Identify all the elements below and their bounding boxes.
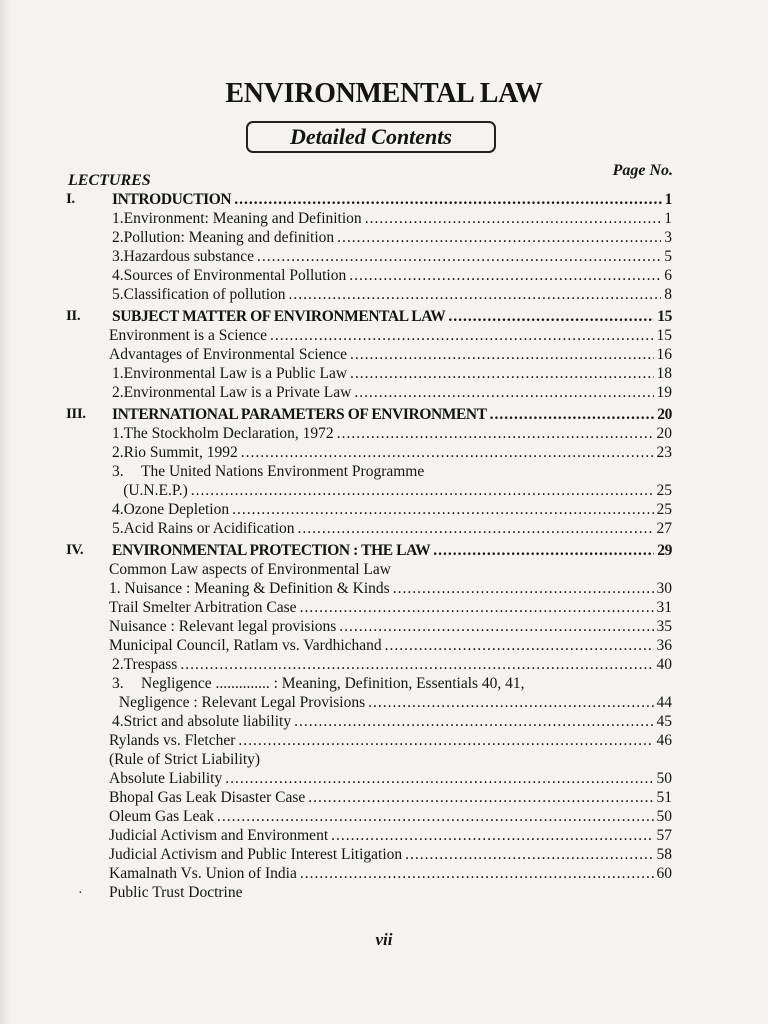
entry-title: Rio Summit, 1992: [123, 444, 238, 461]
toc-entry-row: [109, 750, 260, 769]
dot-leader: [217, 807, 653, 826]
page-number: 23: [656, 444, 672, 461]
page-number: 25: [656, 482, 672, 499]
toc-entry-row: [112, 247, 672, 266]
dot-leader: [191, 481, 654, 500]
dot-leader: [308, 788, 653, 807]
dot-leader: [238, 731, 653, 750]
entry-title: Strict and absolute liability: [123, 713, 292, 730]
toc-chapter-row: [66, 405, 672, 424]
page-number: 51: [656, 789, 672, 806]
dot-leader: [331, 826, 653, 845]
entry-number: 3.: [112, 675, 124, 692]
toc-entry-row: [109, 769, 672, 788]
page-number: 19: [656, 384, 672, 401]
entry-title: Municipal Council, Ratlam vs. Vardhichand: [109, 637, 382, 654]
toc-entry-row: [109, 598, 672, 617]
toc-entry-row: [109, 826, 672, 845]
entry-title: Judicial Activism and Public Interest Litigation: [109, 846, 403, 863]
chapter-numeral: IV.: [66, 542, 84, 558]
toc-entry-row: [109, 845, 672, 864]
page-number: 6: [664, 267, 672, 284]
entry-title: (Rule of Strict Liability): [109, 751, 261, 768]
entry-title: Negligence : Relevant Legal Provisions: [118, 694, 366, 711]
page-number: 15: [656, 327, 672, 344]
dot-leader: [354, 383, 653, 402]
entry-title: Advantages of Environmental Science: [109, 346, 348, 363]
entry-title: Negligence .............. : Meaning, Definition, Essentials 40, 41,: [141, 675, 525, 692]
dot-leader: [349, 266, 661, 285]
toc-entry-row: [109, 864, 672, 883]
entry-title: Trespass: [123, 656, 178, 673]
dot-leader: [448, 307, 654, 326]
toc-entry-row: [109, 326, 672, 345]
toc-entry-row: [109, 807, 672, 826]
toc-entry-row: [109, 788, 672, 807]
toc-entry-row: [112, 462, 424, 481]
page-number: 20: [657, 406, 672, 423]
dot-leader: [257, 247, 661, 266]
dot-leader: [232, 500, 653, 519]
entry-title: Oleum Gas Leak: [109, 808, 215, 825]
toc-entry-row: [112, 383, 672, 402]
toc-entry-row: [109, 617, 672, 636]
chapter-title: ENVIRONMENTAL PROTECTION : THE LAW: [112, 542, 431, 559]
chapter-numeral: I.: [66, 191, 75, 207]
page-number: 27: [656, 520, 672, 537]
entry-title: Public Trust Doctrine: [109, 884, 243, 901]
dot-leader: [234, 190, 661, 209]
chapter-title: SUBJECT MATTER OF ENVIRONMENTAL LAW: [112, 308, 446, 325]
toc-entry-row: [112, 209, 672, 228]
entry-number: 1.: [112, 425, 124, 442]
entry-title: Rylands vs. Fletcher: [109, 732, 236, 749]
dot-leader: [298, 519, 654, 538]
toc-entry-row: [112, 674, 525, 693]
lectures-heading: LECTURES: [68, 172, 151, 189]
entry-title: Environment: Meaning and Definition: [123, 210, 362, 227]
entry-title: Environmental Law is a Public Law: [123, 365, 348, 382]
entry-number: 2.: [112, 229, 124, 246]
entry-title: Environment is a Science: [109, 327, 267, 344]
page-number: 29: [657, 542, 672, 559]
page-no-heading: Page No.: [612, 162, 673, 179]
entry-number: 1.: [112, 210, 124, 227]
toc-chapter-row: [66, 541, 672, 560]
chapter-title: INTRODUCTION: [112, 191, 232, 208]
dot-leader: [241, 443, 654, 462]
toc-chapter-row: [66, 190, 672, 209]
page-title: ENVIRONMENTAL LAW: [225, 78, 543, 109]
page-number: 8: [664, 286, 672, 303]
dot-leader: [365, 209, 662, 228]
page-number: 36: [656, 637, 672, 654]
entry-number: 4.: [112, 267, 124, 284]
dot-leader: [433, 541, 654, 560]
toc-entry-row: [109, 731, 672, 750]
margin-mark: ·: [78, 886, 83, 901]
entry-title: The Stockholm Declaration, 1972: [123, 425, 334, 442]
page-number: 15: [657, 308, 672, 325]
page-number: 16: [656, 346, 672, 363]
toc-entry-row: [112, 693, 672, 712]
dot-leader: [225, 769, 653, 788]
entry-title: Absolute Liability: [109, 770, 223, 787]
dot-leader: [289, 285, 662, 304]
entry-number: 1.: [112, 365, 124, 382]
entry-title: Sources of Environmental Pollution: [123, 267, 347, 284]
page-number: 50: [656, 770, 672, 787]
page-number: 1: [664, 210, 672, 227]
page-folio: vii: [375, 930, 393, 949]
entry-number: 5.: [112, 286, 124, 303]
toc-entry-row: [109, 345, 672, 364]
toc-entry-row: [112, 266, 672, 285]
entry-title: Judicial Activism and Environment: [109, 827, 329, 844]
entry-title: Environmental Law is a Private Law: [123, 384, 352, 401]
page-number: 20: [656, 425, 672, 442]
toc-entry-row: [112, 228, 672, 247]
entry-title: (U.N.E.P.): [123, 482, 188, 499]
toc-entry-row: [112, 712, 672, 731]
entry-number: 2.: [112, 656, 124, 673]
entry-number: 4.: [112, 713, 124, 730]
page-number: 5: [664, 248, 672, 265]
dot-leader: [180, 655, 653, 674]
toc-entry-row: [112, 519, 672, 538]
dot-leader: [270, 326, 654, 345]
page-number: 18: [656, 365, 672, 382]
page-number: 50: [656, 808, 672, 825]
entry-title: Kamalnath Vs. Union of India: [109, 865, 297, 882]
page-number: 58: [656, 846, 672, 863]
page-number: 45: [656, 713, 672, 730]
toc-chapter-row: [66, 307, 672, 326]
dot-leader: [337, 228, 661, 247]
dot-leader: [405, 845, 653, 864]
page-number: 40: [656, 656, 672, 673]
entry-number: 3.: [112, 463, 124, 480]
toc-entry-row: [109, 560, 391, 579]
entry-title: Trail Smelter Arbitration Case: [109, 599, 297, 616]
toc-entry-row: [112, 443, 672, 462]
page-number: 31: [656, 599, 672, 616]
entry-number: 4.: [112, 501, 124, 518]
entry-title: 1. Nuisance : Meaning & Definition & Kinds: [109, 580, 390, 597]
entry-title: Common Law aspects of Environmental Law: [109, 561, 391, 578]
toc-entry-row: [112, 364, 672, 383]
page-number: 60: [656, 865, 672, 882]
chapter-numeral: III.: [66, 406, 86, 422]
entry-number: 2.: [112, 384, 124, 401]
page-number: 44: [656, 694, 672, 711]
toc-entry-row: [109, 579, 672, 598]
entry-title: Hazardous substance: [123, 248, 255, 265]
entry-number: 5.: [112, 520, 124, 537]
page-number: 1: [664, 191, 672, 208]
page-number: 57: [656, 827, 672, 844]
page-number: 25: [656, 501, 672, 518]
chapter-title: INTERNATIONAL PARAMETERS OF ENVIRONMENT: [112, 406, 487, 423]
entry-title: Nuisance : Relevant legal provisions: [109, 618, 337, 635]
chapter-numeral: II.: [66, 308, 81, 324]
toc-entry-row: [112, 481, 672, 500]
dot-leader: [300, 864, 654, 883]
dot-leader: [337, 424, 654, 443]
dot-leader: [368, 693, 653, 712]
dot-leader: [350, 364, 653, 383]
page-number: 30: [656, 580, 672, 597]
dot-leader: [294, 712, 653, 731]
page-number: 3: [664, 229, 672, 246]
entry-title: Classification of pollution: [123, 286, 286, 303]
toc-entry-row: [109, 883, 242, 902]
entry-title: Acid Rains or Acidification: [123, 520, 295, 537]
entry-number: 3.: [112, 248, 124, 265]
toc-entry-row: [112, 655, 672, 674]
dot-leader: [339, 617, 653, 636]
dot-leader: [490, 405, 655, 424]
toc-entry-row: [112, 500, 672, 519]
entry-title: The United Nations Environment Programme: [141, 463, 425, 480]
dot-leader: [385, 636, 654, 655]
entry-title: Pollution: Meaning and definition: [123, 229, 335, 246]
page-number: 35: [656, 618, 672, 635]
toc-entry-row: [112, 285, 672, 304]
dot-leader: [350, 345, 653, 364]
subtitle: Detailed Contents: [290, 124, 452, 149]
toc-entry-row: [109, 636, 672, 655]
entry-number: 2.: [112, 444, 124, 461]
dot-leader: [300, 598, 654, 617]
entry-title: Bhopal Gas Leak Disaster Case: [109, 789, 306, 806]
entry-title: Ozone Depletion: [123, 501, 230, 518]
toc-entry-row: [112, 424, 672, 443]
page-number: 46: [656, 732, 672, 749]
dot-leader: [393, 579, 654, 598]
